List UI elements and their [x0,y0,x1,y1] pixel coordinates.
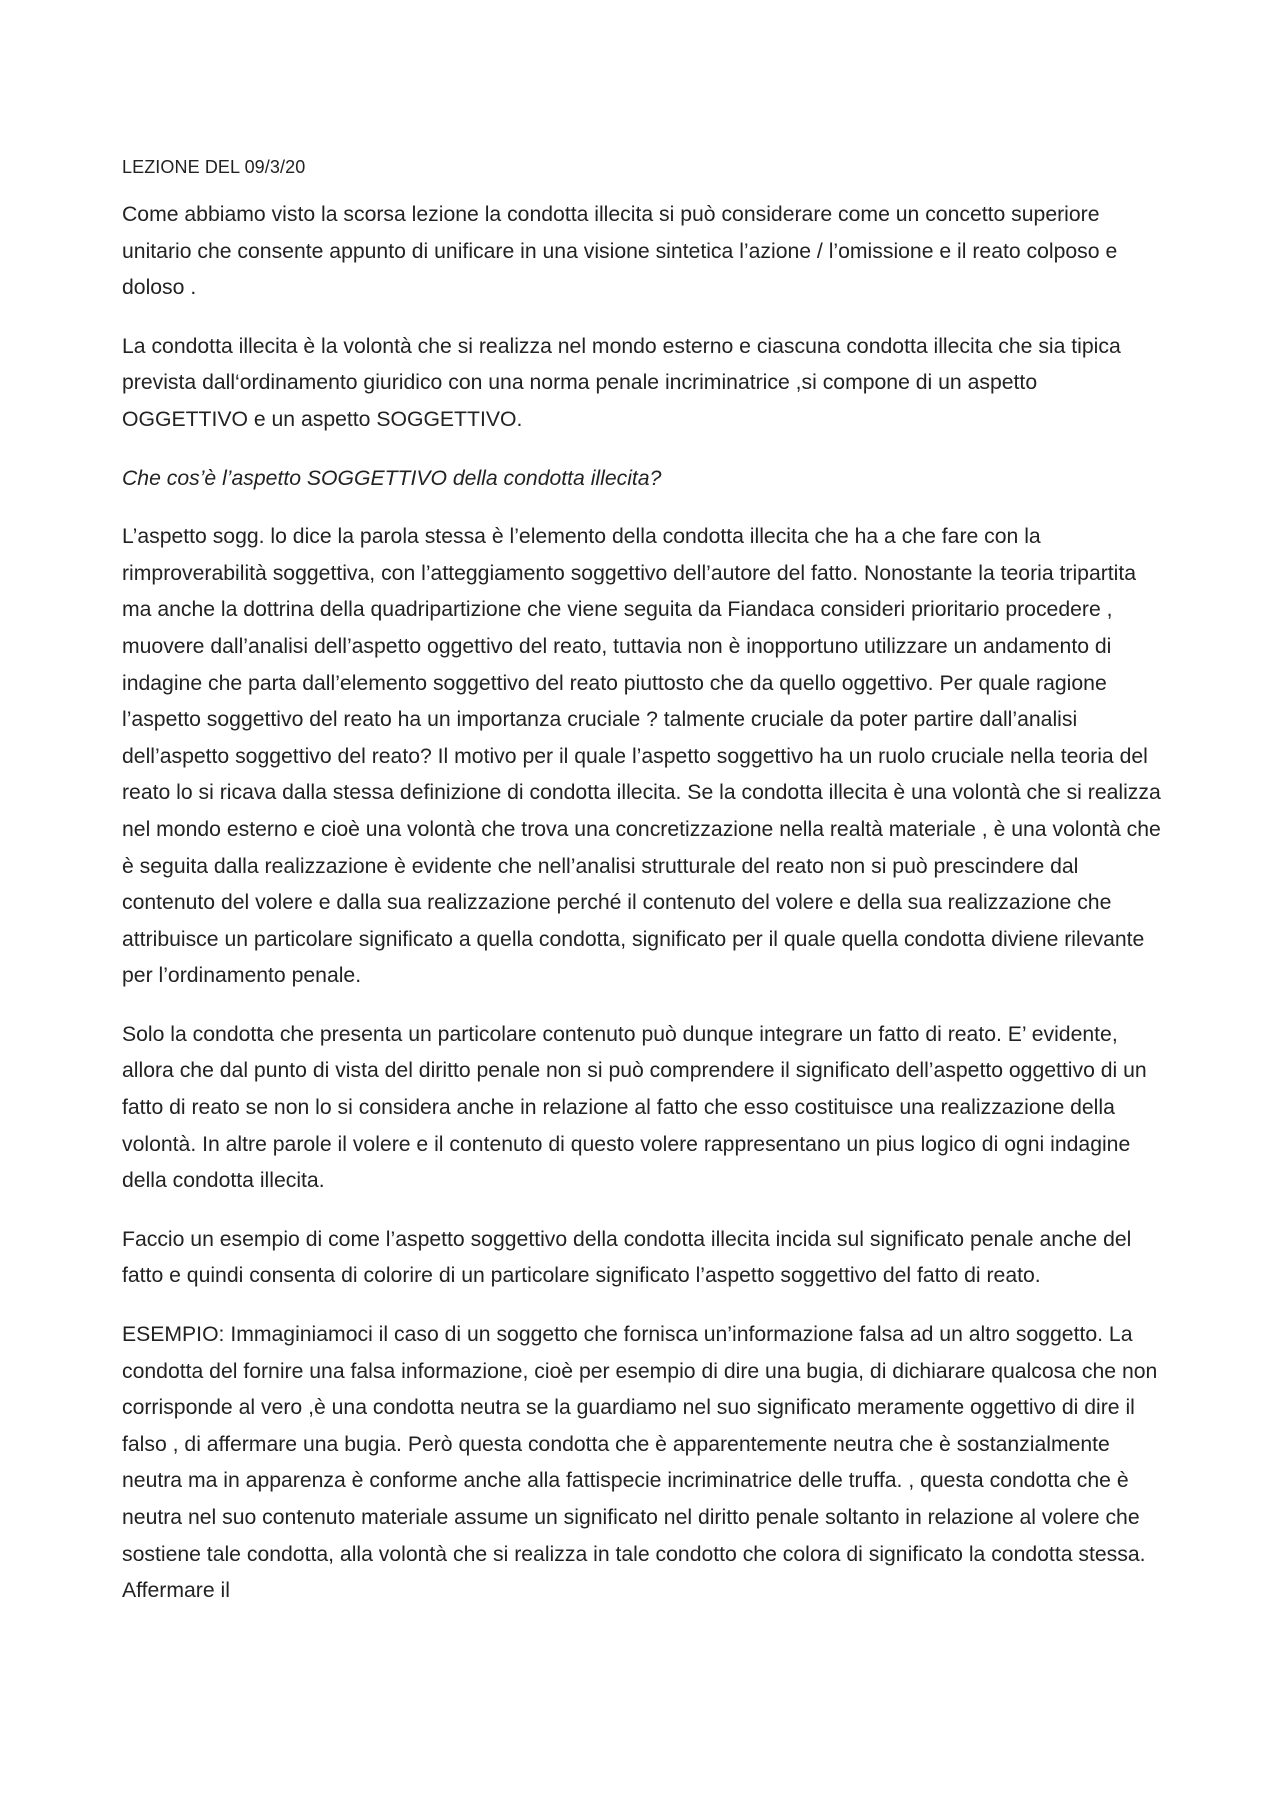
paragraph-intro: Come abbiamo visto la scorsa lezione la condotta illecita si può considerare come un concetto superiore unitario che consente appunto di unificare in una visione sintetica l’azione / l’omissione e il reato colposo e doloso . [122,203,1118,300]
paragraph-question: Che cos’è l’aspetto SOGGETTIVO della condotta illecita? [122,466,662,490]
paragraph-content-of-will: Solo la condotta che presenta un particolare contenuto può dunque integrare un fatto di reato. E’ evidente, allora che dal punto di vista del diritto penale non si può comprendere il significato dell’aspetto oggettivo di un fatto di reato se non lo si considera anche in relazione al fatto che esso costituisce una realizzazione della volontà. In altre parole il volere e il contenuto di questo volere rappresentano un pius logico di ogni indagine della condotta illecita. [122,1022,1147,1193]
document-page [122,155,1167,1610]
paragraph-subjective-aspect: L’aspetto sogg. lo dice la parola stessa è l’elemento della condotta illecita che ha a che fare con la rimproverabilità soggettiva, con l’atteggiamento soggettivo dell’autore del fatto. Nonostante la teoria tripartita ma anche la dottrina della quadripartizione che viene seguita da Fiandaca consideri prioritario procedere , muovere dall’analisi dell’aspetto oggettivo del reato, tuttavia non è inopportuno utilizzare un andamento di indagine che parta dall’elemento soggettivo del reato piuttosto che da quello oggettivo. Per quale ragione l’aspetto soggettivo del reato ha un importanza cruciale ? talmente cruciale da poter partire dall’analisi dell’aspetto soggettivo del reato? Il motivo per il quale l’aspetto soggettivo ha un ruolo cruciale nella teoria del reato lo si ricava dalla stessa definizione di condotta illecita. Se la condotta illecita è una volontà che si realizza nel mondo esterno e cioè una volontà che trova una concretizzazione nella realtà materiale , è una volontà che è seguita dalla realizzazione è evidente che nell’analisi strutturale del reato non si può prescindere dal contenuto del volere e dalla sua realizzazione perché il contenuto del volere e della sua realizzazione che attribuisce un particolare significato a quella condotta, significato per il quale quella condotta diviene rilevante per l’ordinamento penale. [122,525,1161,988]
paragraph-example-intro: Faccio un esempio di come l’aspetto soggettivo della condotta illecita incida sul significato penale anche del fatto e quindi consenta di colorire di un particolare significato l’aspetto soggettivo del fatto di reato. [122,1227,1132,1288]
paragraph-definition: La condotta illecita è la volontà che si realizza nel mondo esterno e ciascuna condotta illecita che sia tipica prevista dall‘ordinamento giuridico con una norma penale incriminatrice ,si compone di un aspetto OGGETTIVO e un aspetto SOGGETTIVO. [122,334,1121,431]
paragraph-example: ESEMPIO: Immaginiamoci il caso di un soggetto che fornisca un’informazione falsa ad un altro soggetto. La condotta del fornire una falsa informazione, cioè per esempio di dire una bugia, di dichiarare qualcosa che non corrisponde al vero ,è una condotta neutra se la guardiamo nel suo significato meramente oggettivo di dire il falso , di affermare una bugia. Però questa condotta che è apparentemente neutra che è sostanzialmente neutra ma in apparenza è conforme anche alla fattispecie incriminatrice delle truffa. , questa condotta che è neutra nel suo contenuto materiale assume un significato nel diritto penale soltanto in relazione al volere che sostiene tale condotta, alla volontà che si realizza in tale condotto che colora di significato la condotta stessa. Affermare il [122,1323,1158,1603]
lesson-heading: LEZIONE DEL 09/3/20 [122,157,306,177]
